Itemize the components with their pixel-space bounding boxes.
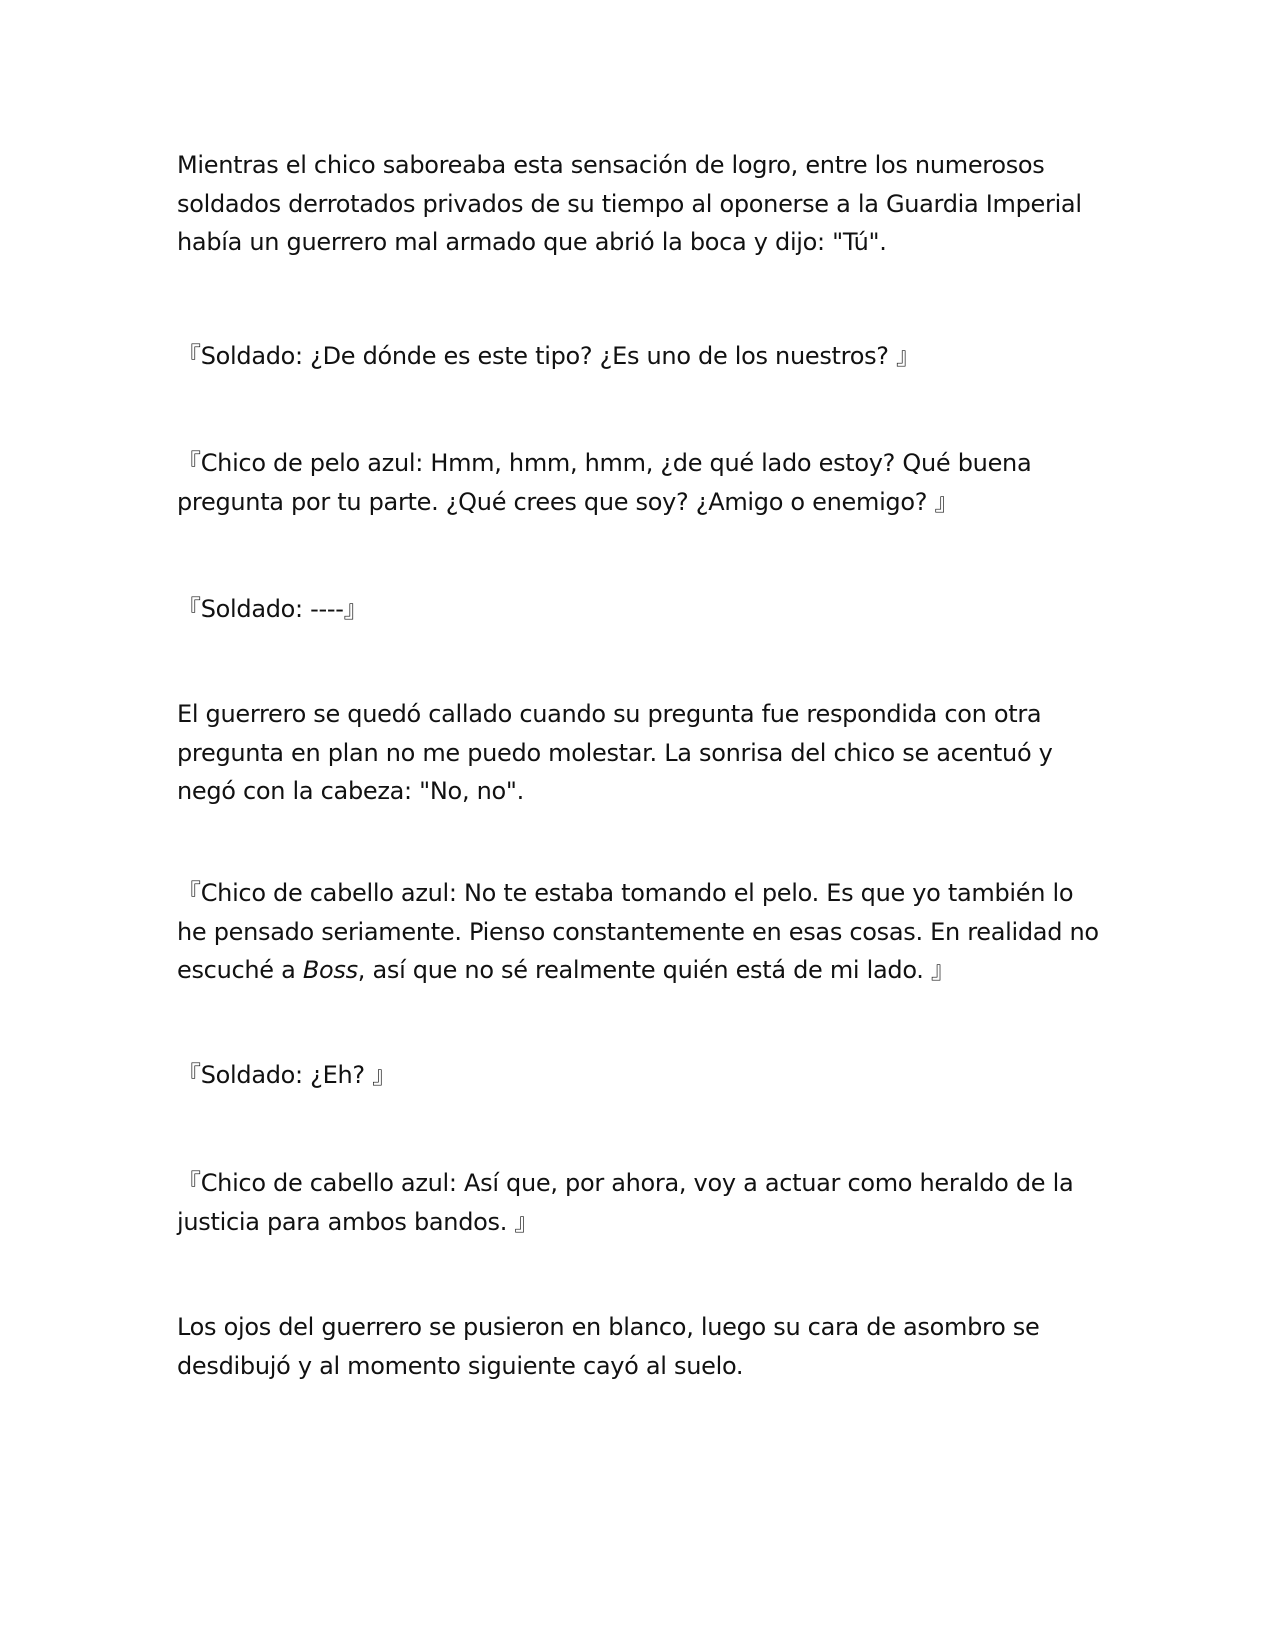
narrative-paragraph: Los ojos del guerrero se pusieron en blanco, luego su cara de asombro se desdibujó y al momento siguiente cayó al suelo. — [177, 1313, 1040, 1380]
dialogue-line-blue-hair-boy: 『Chico de cabello azul: Así que, por ahora, voy a actuar como heraldo de la justicia para ambos bandos. 』 — [177, 1169, 1074, 1236]
dialogue-line-soldier: 『Soldado: ¿Eh? 』 — [177, 1061, 396, 1089]
dialogue-line-blue-hair-boy: 『Chico de pelo azul: Hmm, hmm, hmm, ¿de qué lado estoy? Qué buena pregunta por tu parte. ¿Qué crees que soy? ¿Amigo o enemigo? 』 — [177, 449, 1032, 516]
italic-name-boss: Boss — [302, 956, 358, 984]
dialogue-line-soldier: 『Soldado: ----』 — [177, 595, 368, 623]
dialogue-text-after: , así que no sé realmente quién está de mi lado. 』 — [357, 956, 955, 984]
dialogue-line-blue-hair-boy — [177, 874, 1107, 990]
narrative-paragraph: El guerrero se quedó callado cuando su pregunta fue respondida con otra pregunta en plan no me puedo molestar. La sonrisa del chico se acentuó y negó con la cabeza: "No, no". — [177, 700, 1053, 805]
dialogue-line-soldier: 『Soldado: ¿De dónde es este tipo? ¿Es uno de los nuestros? 』 — [177, 342, 920, 370]
dialogue-text-before: 『Chico de cabello azul: No te estaba tomando el pelo. Es que yo también lo he pensado seriamente. Pienso constantemente en esas cosas. En realidad no escuché a — [177, 879, 1099, 984]
narrative-paragraph: Mientras el chico saboreaba esta sensación de logro, entre los numerosos soldados derrotados privados de su tiempo al oponerse a la Guardia Imperial había un guerrero mal armado que abrió la boca y dijo: "Tú". — [177, 151, 1082, 256]
